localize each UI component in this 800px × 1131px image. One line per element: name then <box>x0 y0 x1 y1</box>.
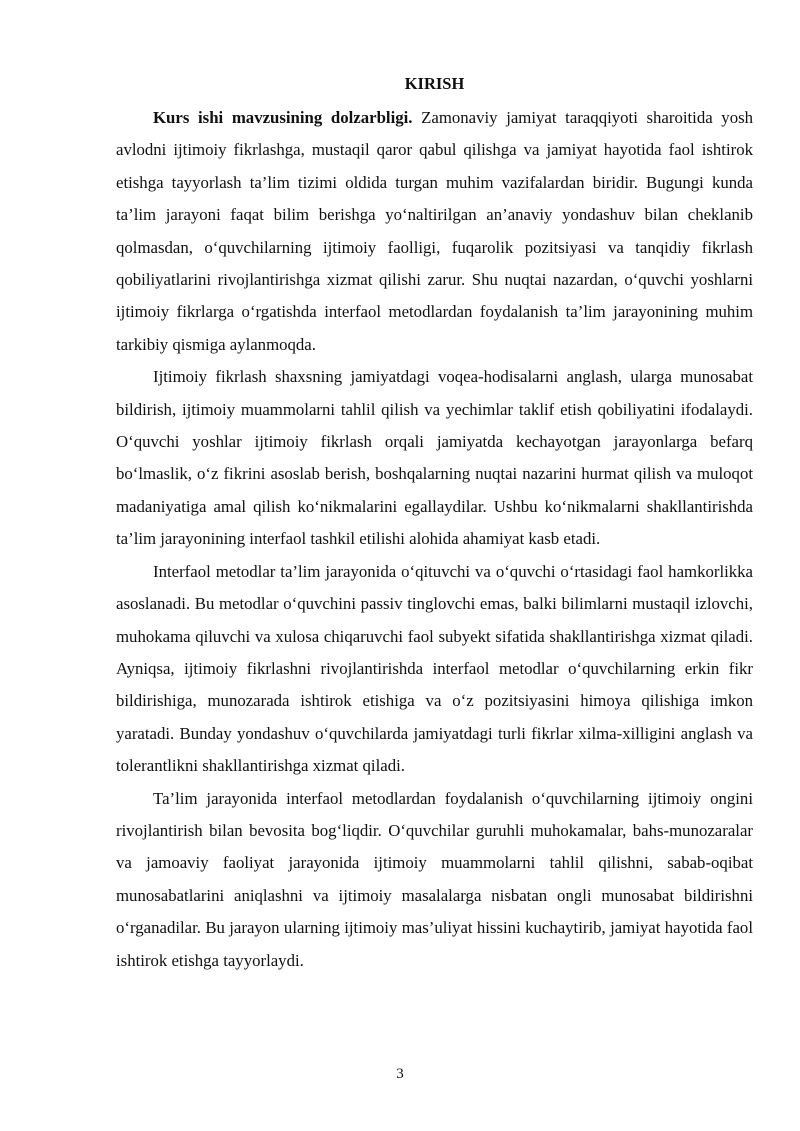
paragraph-body-text: Zamonaviy jamiyat taraqqiyoti sharoitida yosh avlodni ijtimoiy fikrlashga, mustaqil qaror qabul qilishga va jamiyat hayotida faol ishtirok etishga tayyorlash ta’lim tizimi oldida turgan muhim vazifalardan biridir. Bugungi kunda ta’lim jarayoni faqat bilim berishga yo‘naltirilgan an’anaviy yondashuv bilan cheklanib qolmasdan, o‘quvchilarning ijtimoiy faolligi, fuqarolik pozitsiyasi va tanqidiy fikrlash qobiliyatlarini rivojlantirishga xizmat qilishi zarur. Shu nuqtai nazardan, o‘quvchi yoshlarni ijtimoiy fikrlarga o‘rgatishda interfaol metodlardan foydalanish ta’lim jarayonining muhim tarkibiy qismiga aylanmoqda. <box>116 108 754 354</box>
paragraph-lead-heading: Kurs ishi mavzusining dolzarbligi. <box>153 108 413 127</box>
paragraph-interactive-methods: Interfaol metodlar ta’lim jarayonida o‘qituvchi va o‘quvchi o‘rtasidagi faol hamkorlikka asoslanadi. Bu metodlar o‘quvchini passiv tinglovchi emas, balki bilimlarni mustaqil izlovchi, muhokama qiluvchi va xulosa chiqaruvchi faol subyekt sifatida shakllantirishga xizmat qiladi. Ayniqsa, ijtimoiy fikrlashni rivojlantirishda interfaol metodlar o‘quvchilarning erkin fikr bildirishiga, munozarada ishtirok etishiga va o‘z pozitsiyasini himoya qilishiga imkon yaratadi. Bunday yondashuv o‘quvchilarda jamiyatdagi turli fikrlar xilma-xilligini anglash va tolerantlikni shakllantirishga xizmat qiladi. <box>116 561 753 776</box>
paragraph-social-thinking: Ijtimoiy fikrlash shaxsning jamiyatdagi voqea-hodisalarni anglash, ularga munosabat bildirish, ijtimoiy muammolarni tahlil qilish va yechimlar taklif etish qobiliyatini ifodalaydi. O‘quvchi yoshlar ijtimoiy fikrlash orqali jamiyatda kechayotgan jarayonlarga befarq bo‘lmaslik, o‘z fikrini asoslab berish, boshqalarning nuqtai nazarini hurmat qilish va muloqot madaniyatiga amal qilish ko‘nikmalarini egallaydilar. Ushbu ko‘nikmalarni shakllantirishda ta’lim jarayonining interfaol tashkil etilishi alohida ahamiyat kasb etadi. <box>116 367 753 549</box>
page-number: 3 <box>396 1066 404 1082</box>
paragraph-relevance <box>116 102 753 361</box>
paragraph-social-consciousness: Ta’lim jarayonida interfaol metodlardan foydalanish o‘quvchilarning ijtimoiy ongini rivojlantirish bilan bevosita bog‘liqdir. O‘quvchilar guruhli muhokamalar, bahs-munozaralar va jamoaviy faoliyat jarayonida ijtimoiy muammolarni tahlil qilishni, sabab-oqibat munosabatlarini aniqlashni va ijtimoiy masalalarga nisbatan ongli munosabat bildirishni o‘rganadilar. Bu jarayon ularning ijtimoiy mas’uliyat hissini kuchaytirib, jamiyat hayotida faol ishtirok etishga tayyorlaydi. <box>116 788 753 970</box>
document-page <box>116 72 753 977</box>
section-title: KIRISH <box>404 74 465 93</box>
